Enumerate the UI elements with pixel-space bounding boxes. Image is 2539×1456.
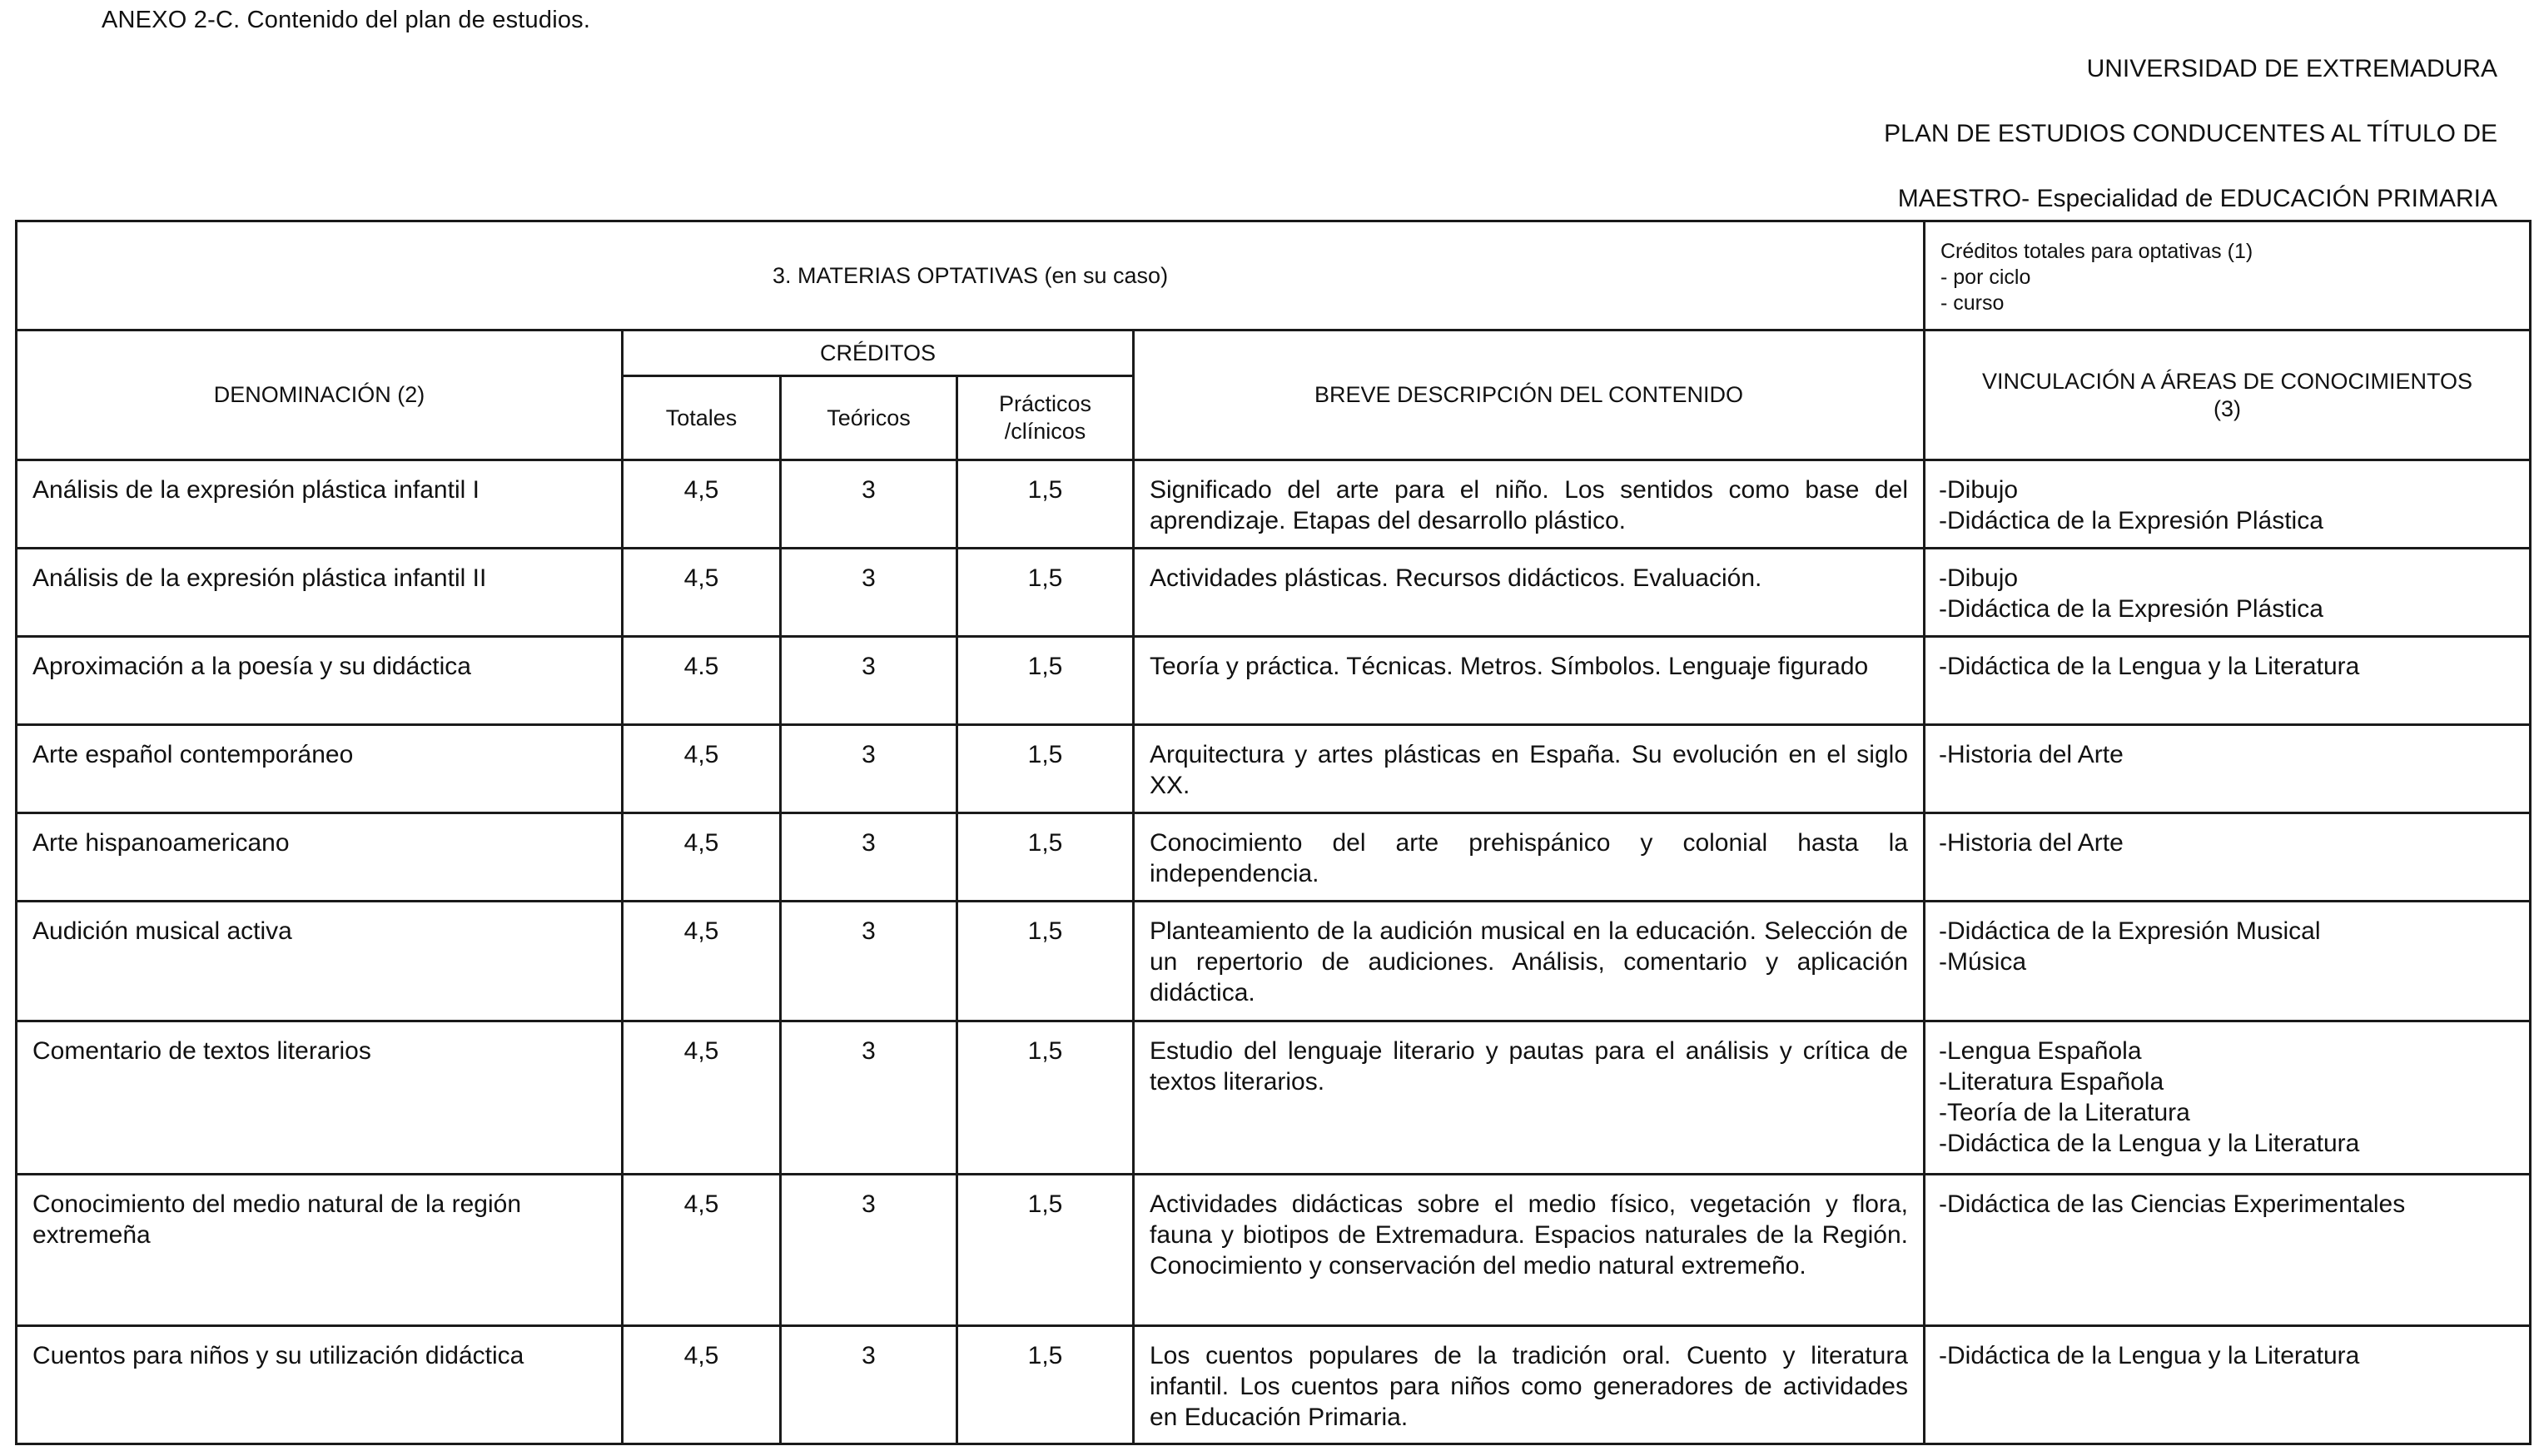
credits-practicos: 1,5 [957, 1326, 1134, 1444]
header-practicos-line2: /clínicos [1004, 419, 1086, 444]
knowledge-area-item: -Historia del Arte [1939, 829, 2124, 857]
total-credits-label: Créditos totales para optativas (1) [1940, 240, 2253, 263]
knowledge-areas [1925, 1175, 2531, 1326]
knowledge-area-item: -Dibujo [1939, 564, 2019, 592]
knowledge-areas [1925, 549, 2531, 637]
plan-title: PLAN DE ESTUDIOS CONDUCENTES AL TÍTULO DE [1884, 120, 2497, 147]
header-descripcion: BREVE DESCRIPCIÓN DEL CONTENIDO [1134, 330, 1925, 460]
credits-teoricos: 3 [781, 1021, 957, 1175]
subject-description: Arquitectura y artes plásticas en España. Su evolución en el siglo XX. [1134, 725, 1925, 813]
credits-totales: 4,5 [623, 902, 781, 1021]
knowledge-areas [1925, 460, 2531, 549]
credits-teoricos: 3 [781, 460, 957, 549]
table-row [17, 813, 2531, 902]
header-vinculacion [1925, 330, 2531, 460]
knowledge-area-item: -Didáctica de las Ciencias Experimentales [1939, 1190, 2406, 1218]
knowledge-area-item: -Historia del Arte [1939, 741, 2124, 768]
knowledge-area-item: -Didáctica de la Lengua y la Literatura [1939, 1130, 2360, 1157]
subject-name: Análisis de la expresión plástica infantil II [17, 549, 623, 637]
credits-teoricos: 3 [781, 549, 957, 637]
subject-description: Los cuentos populares de la tradición oral. Cuento y literatura infantil. Los cuentos para niños como generadores de actividades en Educación Primaria. [1134, 1326, 1925, 1444]
subject-description: Actividades plásticas. Recursos didácticos. Evaluación. [1134, 549, 1925, 637]
table-row [17, 725, 2531, 813]
knowledge-area-item: -Música [1939, 948, 2027, 976]
optional-subjects-table-wrapper [15, 220, 2529, 1445]
credits-totales: 4,5 [623, 813, 781, 902]
header-row-top [17, 330, 2531, 376]
credits-practicos: 1,5 [957, 637, 1134, 725]
table-row [17, 902, 2531, 1021]
university-name: UNIVERSIDAD DE EXTREMADURA [2086, 55, 2497, 82]
credits-teoricos: 3 [781, 725, 957, 813]
header-teoricos: Teóricos [781, 376, 957, 460]
subject-name: Arte español contemporáneo [17, 725, 623, 813]
table-row [17, 1021, 2531, 1175]
subject-description: Actividades didácticas sobre el medio físico, vegetación y flora, fauna y biotipos de Extremadura. Espacios naturales de la Región. Conocimiento y conservación del medio natural extremeño. [1134, 1175, 1925, 1326]
credits-teoricos: 3 [781, 1175, 957, 1326]
subject-name: Arte hispanoamericano [17, 813, 623, 902]
knowledge-areas [1925, 1326, 2531, 1444]
plan-specialty: MAESTRO- Especialidad de EDUCACIÓN PRIMARIA [1897, 185, 2497, 212]
subject-description: Teoría y práctica. Técnicas. Metros. Símbolos. Lenguaje figurado [1134, 637, 1925, 725]
knowledge-area-item: -Didáctica de la Expresión Plástica [1939, 595, 2323, 623]
total-credits-per-course: - curso [1940, 291, 2005, 315]
table-row [17, 460, 2531, 549]
subject-description: Planteamiento de la audición musical en la educación. Selección de un repertorio de audiciones. Análisis, comentario y aplicación didáctica. [1134, 902, 1925, 1021]
knowledge-area-item: -Literatura Española [1939, 1068, 2164, 1096]
knowledge-areas [1925, 1021, 2531, 1175]
table-row [17, 549, 2531, 637]
credits-practicos: 1,5 [957, 813, 1134, 902]
knowledge-area-item: -Dibujo [1939, 476, 2019, 504]
credits-totales: 4,5 [623, 1175, 781, 1326]
credits-totales: 4,5 [623, 725, 781, 813]
credits-practicos: 1,5 [957, 460, 1134, 549]
credits-totales: 4,5 [623, 549, 781, 637]
knowledge-area-item: -Teoría de la Literatura [1939, 1099, 2190, 1126]
credits-totales: 4,5 [623, 460, 781, 549]
table-row [17, 1175, 2531, 1326]
subject-name: Análisis de la expresión plástica infantil I [17, 460, 623, 549]
knowledge-area-item: -Didáctica de la Expresión Plástica [1939, 507, 2323, 534]
knowledge-area-item: -Didáctica de la Expresión Musical [1939, 917, 2321, 945]
credits-teoricos: 3 [781, 813, 957, 902]
table-title: 3. MATERIAS OPTATIVAS (en su caso) [17, 221, 1925, 330]
credits-practicos: 1,5 [957, 1175, 1134, 1326]
credits-practicos: 1,5 [957, 725, 1134, 813]
header-totales: Totales [623, 376, 781, 460]
header-creditos: CRÉDITOS [623, 330, 1134, 376]
header-vinculacion-line2: (3) [2214, 395, 2241, 421]
subject-description: Significado del arte para el niño. Los sentidos como base del aprendizaje. Etapas del desarrollo plástico. [1134, 460, 1925, 549]
credits-practicos: 1,5 [957, 549, 1134, 637]
table-row [17, 1326, 2531, 1444]
credits-totales: 4,5 [623, 1326, 781, 1444]
knowledge-areas [1925, 902, 2531, 1021]
annex-title: ANEXO 2-C. Contenido del plan de estudios. [102, 7, 591, 33]
credits-totales: 4,5 [623, 1021, 781, 1175]
subject-name: Conocimiento del medio natural de la región extremeña [17, 1175, 623, 1326]
subject-name: Aproximación a la poesía y su didáctica [17, 637, 623, 725]
credits-totales: 4.5 [623, 637, 781, 725]
table-title-row [17, 221, 2531, 330]
credits-teoricos: 3 [781, 1326, 957, 1444]
subject-description: Estudio del lenguaje literario y pautas para el análisis y crítica de textos literarios. [1134, 1021, 1925, 1175]
subject-name: Audición musical activa [17, 902, 623, 1021]
credits-teoricos: 3 [781, 637, 957, 725]
total-credits-per-cycle: - por ciclo [1940, 266, 2031, 289]
total-credits-cell [1925, 221, 2531, 330]
header-vinculacion-line1: VINCULACIÓN A ÁREAS DE CONOCIMIENTOS [1981, 368, 2473, 394]
knowledge-area-item: -Didáctica de la Lengua y la Literatura [1939, 653, 2360, 680]
knowledge-area-item: -Didáctica de la Lengua y la Literatura [1939, 1342, 2360, 1369]
optional-subjects-table [15, 220, 2532, 1445]
subject-name: Comentario de textos literarios [17, 1021, 623, 1175]
credits-practicos: 1,5 [957, 902, 1134, 1021]
credits-teoricos: 3 [781, 902, 957, 1021]
table-row [17, 637, 2531, 725]
knowledge-areas [1925, 725, 2531, 813]
header-denominacion: DENOMINACIÓN (2) [17, 330, 623, 460]
university-header [1884, 37, 2497, 231]
knowledge-areas [1925, 637, 2531, 725]
header-practicos-line1: Prácticos [998, 391, 1092, 416]
credits-practicos: 1,5 [957, 1021, 1134, 1175]
knowledge-area-item: -Lengua Española [1939, 1037, 2142, 1065]
subject-description: Conocimiento del arte prehispánico y colonial hasta la independencia. [1134, 813, 1925, 902]
subject-name: Cuentos para niños y su utilización didáctica [17, 1326, 623, 1444]
knowledge-areas [1925, 813, 2531, 902]
header-practicos [957, 376, 1134, 460]
